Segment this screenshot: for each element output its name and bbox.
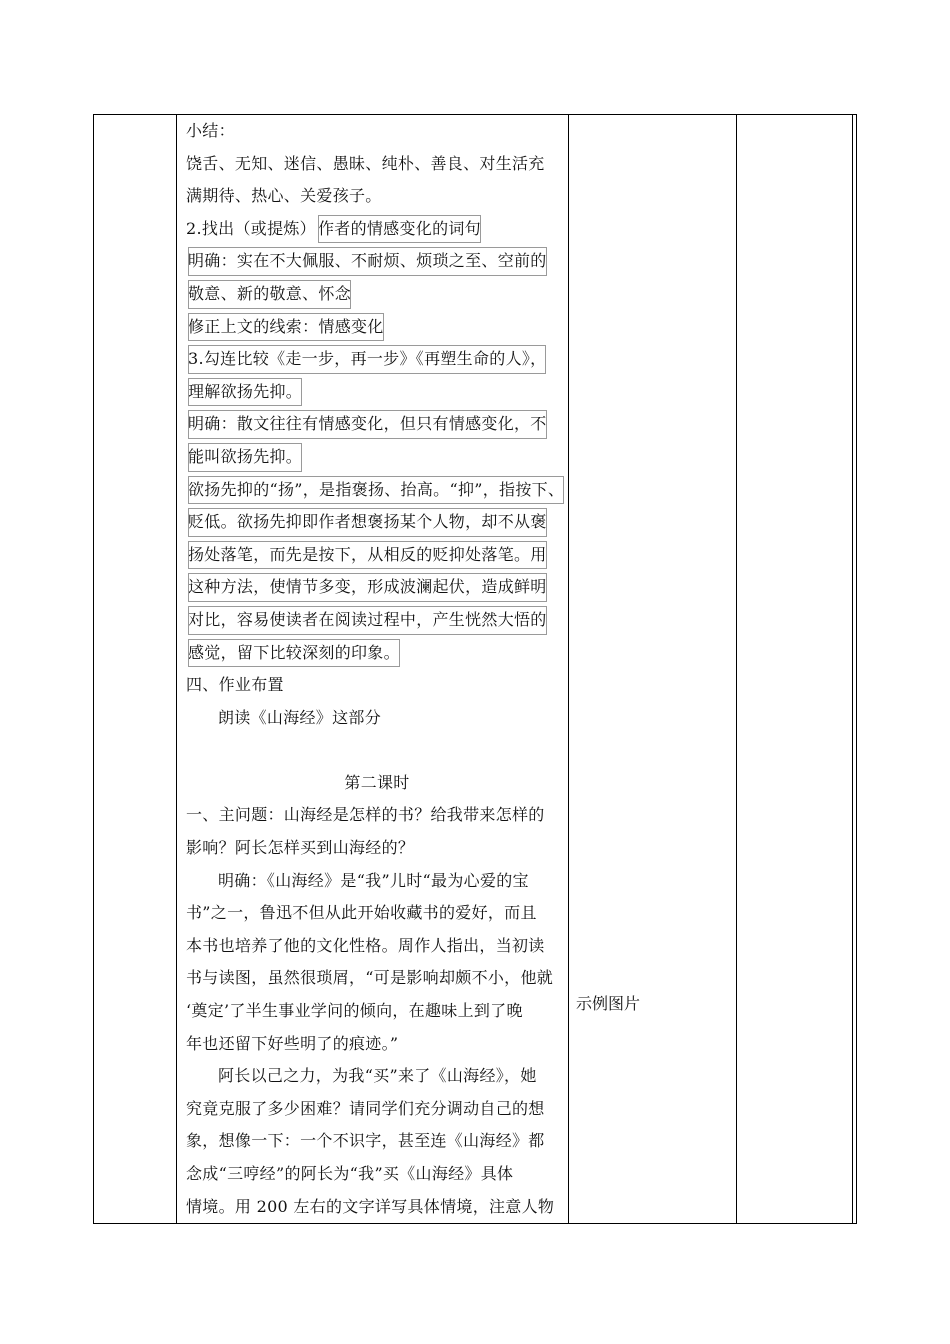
explain-line [186,506,568,539]
question-2-answer [186,245,568,278]
task-paragraph-line: 究竟克服了多少困难？请同学们充分调动自己的想 [186,1098,545,1118]
explain-line [186,539,568,572]
main-question-line: 一、主问题：山海经是怎样的书？给我带来怎样的 [186,805,545,825]
task-paragraph-line: 象，想像一下：一个不识字，甚至连《山海经》都 [186,1131,545,1151]
answer-paragraph-line: 书与读图，虽然很琐屑，“可是影响却颇不小，他就 [186,968,554,988]
question-3-answer [186,408,568,441]
title-line: 理解欲扬先抑。 [186,376,304,409]
table-double-border [852,115,853,1223]
answer-paragraph-line: 明确：《山海经》是“我”儿时“最为心爱的宝 [218,870,529,890]
answer-paragraph-line: ‘奠定’了半生事业学问的倾向，在趣味上到了晚 [186,1001,523,1021]
explain-text: 对比，容易使读者在阅读过程中，产生恍然大悟的 [186,604,549,637]
task-paragraph-line: 情境。用 200 左右的文字详写具体情境，注意人物 [186,1196,555,1216]
question-2-clue [186,311,568,344]
explain-text: 感觉，留下比较深刻的印象。 [186,637,402,670]
explain-text: 扬处落笔，而先是按下，从相反的贬抑处落笔。用 [186,539,549,572]
answer-paragraph-line: 书”之一，鲁迅不但从此开始收藏书的爱好，而且 [186,903,537,923]
answer-line: 明确：散文往往有情感变化，但只有情感变化，不 [186,408,549,441]
explain-line [186,604,568,637]
explain-text: 贬低。欲扬先抑即作者想褒扬某个人物，却不从褒 [186,506,549,539]
question-2-title-a: 2.找出（或提炼） [186,218,316,238]
question-3-title [186,343,568,376]
answer-line: 能叫欲扬先抑。 [186,441,304,474]
homework-title: 四、作业布置 [186,675,284,695]
example-image-label: 示例图片 [576,994,641,1013]
blank-line [186,734,568,767]
explain-text: 欲扬先抑的“扬”，是指褒扬、抬高。“抑”，指按下、 [186,474,566,507]
answer-paragraph-line: 本书也培养了他的文化性格。周作人指出，当初读 [186,935,545,955]
title-line: 3.勾连比较《走一步，再一步》《再塑生命的人》， [186,343,548,376]
question-2-title [186,213,568,246]
explain-line [186,571,568,604]
column-divider [568,115,569,1223]
answer-paragraph-line: 年也还留下好些明了的痕迹。” [186,1033,399,1053]
teaching-content-column [182,115,568,1223]
explain-line [186,474,568,507]
lesson-2-title: 第二课时 [344,772,410,792]
summary-line: 满期待、热心、关爱孩子。 [186,186,382,206]
explain-text: 这种方法，使情节多变，形成波澜起伏，造成鲜明 [186,571,549,604]
lesson-plan-table [93,114,857,1224]
question-2-title-b: 作者的情感变化的词句 [316,213,483,246]
task-paragraph-line: 念成“三哼经”的阿长为“我”买《山海经》具体 [186,1164,514,1183]
task-paragraph-line: 阿长以己之力，为我“买”来了《山海经》，她 [218,1066,537,1086]
homework-text: 朗读《山海经》这部分 [218,707,382,727]
summary-line: 饶舌、无知、迷信、愚昧、纯朴、善良、对生活充 [186,153,545,173]
column-divider [176,115,177,1223]
summary-title: 小结： [186,121,235,140]
column-divider [736,115,737,1223]
clue-text: 修正上文的线索：情感变化 [186,311,386,344]
question-3-title [186,376,568,409]
answer-line: 敬意、新的敬意、怀念 [186,278,353,311]
question-2-answer [186,278,568,311]
question-3-answer [186,441,568,474]
answer-line: 明确：实在不大佩服、不耐烦、烦琐之至、空前的 [186,245,549,278]
main-question-line: 影响？阿长怎样买到山海经的？ [186,838,415,858]
explain-line [186,637,568,670]
